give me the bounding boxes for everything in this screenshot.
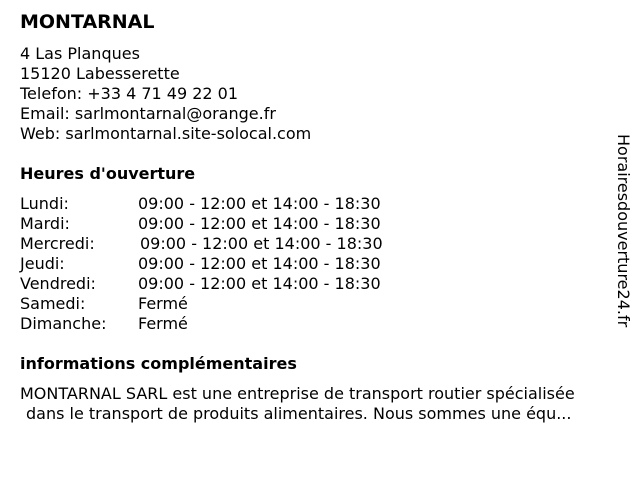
- street-address: 4 Las Planques: [20, 44, 140, 63]
- info-line: dans le transport de produits alimentaires. Nous sommes une équ...: [26, 404, 572, 423]
- email-address: Email: sarlmontarnal@orange.fr: [20, 104, 276, 123]
- day-label: Mercredi:: [20, 234, 95, 253]
- city-address: 15120 Labesserette: [20, 64, 180, 83]
- hours-value: Fermé: [138, 294, 188, 313]
- day-label: Lundi:: [20, 194, 69, 213]
- hours-value: 09:00 - 12:00 et 14:00 - 18:30: [138, 254, 381, 273]
- hours-row-wednesday: [20, 234, 440, 254]
- day-label: Dimanche:: [20, 314, 107, 333]
- hours-row-tuesday: [20, 214, 440, 234]
- company-name: MONTARNAL: [20, 11, 155, 33]
- info-line: MONTARNAL SARL est une entreprise de transport routier spécialisée: [20, 384, 575, 403]
- day-label: Jeudi:: [20, 254, 65, 273]
- hours-row-thursday: [20, 254, 440, 274]
- website-address: Web: sarlmontarnal.site-solocal.com: [20, 124, 312, 143]
- day-label: Vendredi:: [20, 274, 96, 293]
- hours-value: 09:00 - 12:00 et 14:00 - 18:30: [140, 234, 383, 253]
- opening-hours-table: [20, 194, 440, 334]
- day-label: Mardi:: [20, 214, 70, 233]
- watermark-text: Horairesdouverture24.fr: [614, 134, 633, 328]
- hours-value: 09:00 - 12:00 et 14:00 - 18:30: [138, 274, 381, 293]
- hours-row-friday: [20, 274, 440, 294]
- day-label: Samedi:: [20, 294, 86, 313]
- watermark: [612, 134, 634, 344]
- hours-value: 09:00 - 12:00 et 14:00 - 18:30: [138, 194, 381, 213]
- hours-row-monday: [20, 194, 440, 214]
- hours-value: Fermé: [138, 314, 188, 333]
- info-description: [20, 384, 625, 424]
- info-heading: informations complémentaires: [20, 354, 297, 373]
- phone-number: Telefon: +33 4 71 49 22 01: [20, 84, 239, 103]
- hours-row-saturday: [20, 294, 440, 314]
- address-block: [20, 44, 311, 144]
- hours-heading: Heures d'ouverture: [20, 164, 196, 183]
- hours-value: 09:00 - 12:00 et 14:00 - 18:30: [138, 214, 381, 233]
- hours-row-sunday: [20, 314, 440, 334]
